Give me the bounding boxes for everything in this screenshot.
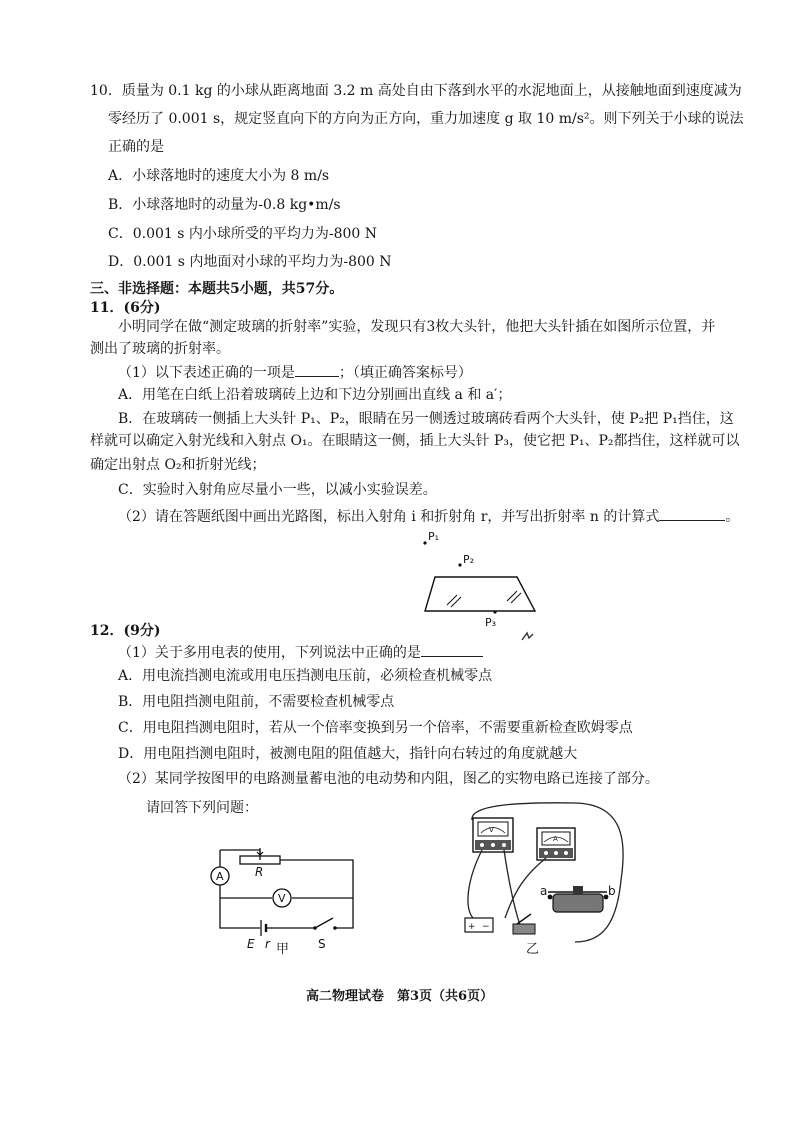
voltmeter-device xyxy=(473,818,513,852)
wire xyxy=(468,850,482,920)
q12-option-d: D．用电阻挡测电阻时，被测电阻的阻值越大，指针向右转过的角度就越大 xyxy=(118,746,578,762)
glass-hatch xyxy=(507,591,517,601)
battery-emf-label: E xyxy=(247,937,255,951)
q10-option-d: D．0.001 s 内地面对小球的平均力为-800 N xyxy=(108,254,392,270)
q11-intro-line1: 小明同学在做“测定玻璃的折射率”实验，发现只有3枚大头针，他把大头针插在如图所示位置，并 xyxy=(118,319,716,335)
q12-part2-prompt: 请回答下列问题： xyxy=(146,800,258,816)
pin-p3 xyxy=(493,610,496,613)
rheostat-label: R xyxy=(255,865,264,879)
pin-p1 xyxy=(423,541,426,544)
q12-option-c: C．用电阻挡测电阻时，若从一个倍率变换到另一个倍率，不需要重新检查欧姆零点 xyxy=(118,720,633,736)
scan-mark-icon xyxy=(520,630,536,644)
glass-hatch xyxy=(511,593,521,603)
q10-stem-line2: 零经历了 0.001 s，规定竖直向下的方向为正方向，重力加速度 g 取 10 m/s²。则下列关于小球的说法 xyxy=(108,111,744,127)
figure-yi-caption: 乙 xyxy=(526,942,540,957)
q11-heading: 11．(6分) xyxy=(90,300,161,316)
glass-brick-trapezoid xyxy=(425,577,535,611)
q10-stem-line3: 正确的是 xyxy=(108,139,164,155)
q11-part1-tail: ；（填正确答案标号） xyxy=(338,365,472,381)
svg-text:+: + xyxy=(468,922,476,932)
q11-option-b-line1: B．在玻璃砖一侧插上大头针 P₁、P₂，眼睛在另一侧透过玻璃砖看两个大头针，使 P₂把 P₁挡住，这 xyxy=(118,411,734,427)
figure-jia-caption: 甲 xyxy=(276,942,290,957)
q10-option-b: B．小球落地时的动量为-0.8 kg•m/s xyxy=(108,197,341,213)
q11-option-a: A．用笔在白纸上沿着玻璃砖上边和下边分别画出直线 a 和 a′； xyxy=(118,387,512,403)
rheostat-terminal-b-label: b xyxy=(608,884,616,898)
voltmeter-label: V xyxy=(278,892,286,905)
q12-part1-answer-blank[interactable] xyxy=(421,642,483,657)
q11-part1-text: （1）以下表述正确的一项是 xyxy=(118,365,295,381)
q11-option-c: C．实验时入射角应尽量小一些，以减小实验误差。 xyxy=(118,482,437,498)
switch-blade xyxy=(315,918,333,928)
q11-part2-tail: 。 xyxy=(725,509,740,525)
switch-contact xyxy=(313,926,317,930)
q12-option-b: B．用电阻挡测电阻前，不需要检查机械零点 xyxy=(118,694,395,710)
section-3-heading: 三、非选择题：本题共5小题，共57分。 xyxy=(90,281,344,297)
q11-part2-answer-blank[interactable] xyxy=(659,506,725,521)
pin-p1-label: P₁ xyxy=(428,530,440,543)
battery-internal-resistance-label: r xyxy=(265,937,270,951)
q10-stem-line1: 10．质量为 0.1 kg 的小球从距离地面 3.2 m 高处自由下落到水平的水泥地面上，从接触地面到速度减为 xyxy=(90,83,742,99)
q12-option-a: A．用电流挡测电流或用电压挡测电压前，必须检查机械零点 xyxy=(118,668,493,684)
svg-text:−: − xyxy=(482,922,490,932)
ammeter-face-label: A xyxy=(553,835,558,843)
battery-device xyxy=(465,918,493,932)
q11-part1-answer-blank[interactable] xyxy=(295,362,339,377)
switch-device xyxy=(513,914,535,934)
q11-option-b-line3: 确定出射点 O₂和折射光线； xyxy=(90,457,266,473)
q11-part2 xyxy=(118,506,739,526)
wire xyxy=(280,860,353,928)
physical-circuit-figure-yi xyxy=(455,800,630,960)
q11-option-b-line2: 样就可以确定入射光线和入射点 O₁。在眼睛这一侧，插上大头针 P₃，使它把 P₁、P₂都挡住，这样就可以 xyxy=(90,433,740,449)
page-footer: 高二物理试卷 第3页（共6页） xyxy=(306,989,494,1004)
switch-label: S xyxy=(318,937,326,951)
rheostat-slider xyxy=(257,848,263,855)
glass-hatch xyxy=(451,597,461,607)
sliding-rheostat-device xyxy=(548,886,609,912)
q11-part2-text: （2）请在答题纸图中画出光路图，标出入射角 i 和折射角 r，并写出折射率 n 的计算式 xyxy=(118,509,660,525)
wire xyxy=(220,885,260,928)
rheostat-terminal-a-label: a xyxy=(540,884,548,898)
q11-intro-line2: 测出了玻璃的折射率。 xyxy=(90,341,230,357)
q12-part1 xyxy=(118,642,483,662)
pin-p2 xyxy=(458,563,461,566)
ammeter-device xyxy=(537,828,575,860)
q11-glass-brick-figure xyxy=(415,525,555,630)
pin-p3-label: P₃ xyxy=(485,616,497,629)
q10-option-a: A．小球落地时的速度大小为 8 m/s xyxy=(108,168,330,184)
pin-p2-label: P₂ xyxy=(463,553,475,566)
switch-contact xyxy=(333,926,337,930)
q12-heading: 12．(9分) xyxy=(90,623,161,639)
ammeter-label: A xyxy=(216,870,224,883)
q11-part1 xyxy=(118,362,472,382)
q12-part2: （2）某同学按图甲的电路测量蓄电池的电动势和内阻，图乙的实物电路已连接了部分。 xyxy=(118,771,659,787)
q10-option-c: C．0.001 s 内小球所受的平均力为-800 N xyxy=(108,226,378,242)
voltmeter-face-label: V xyxy=(489,826,494,834)
q12-part1-text: （1）关于多用电表的使用，下列说法中正确的是 xyxy=(118,645,421,661)
glass-hatch xyxy=(447,595,457,605)
